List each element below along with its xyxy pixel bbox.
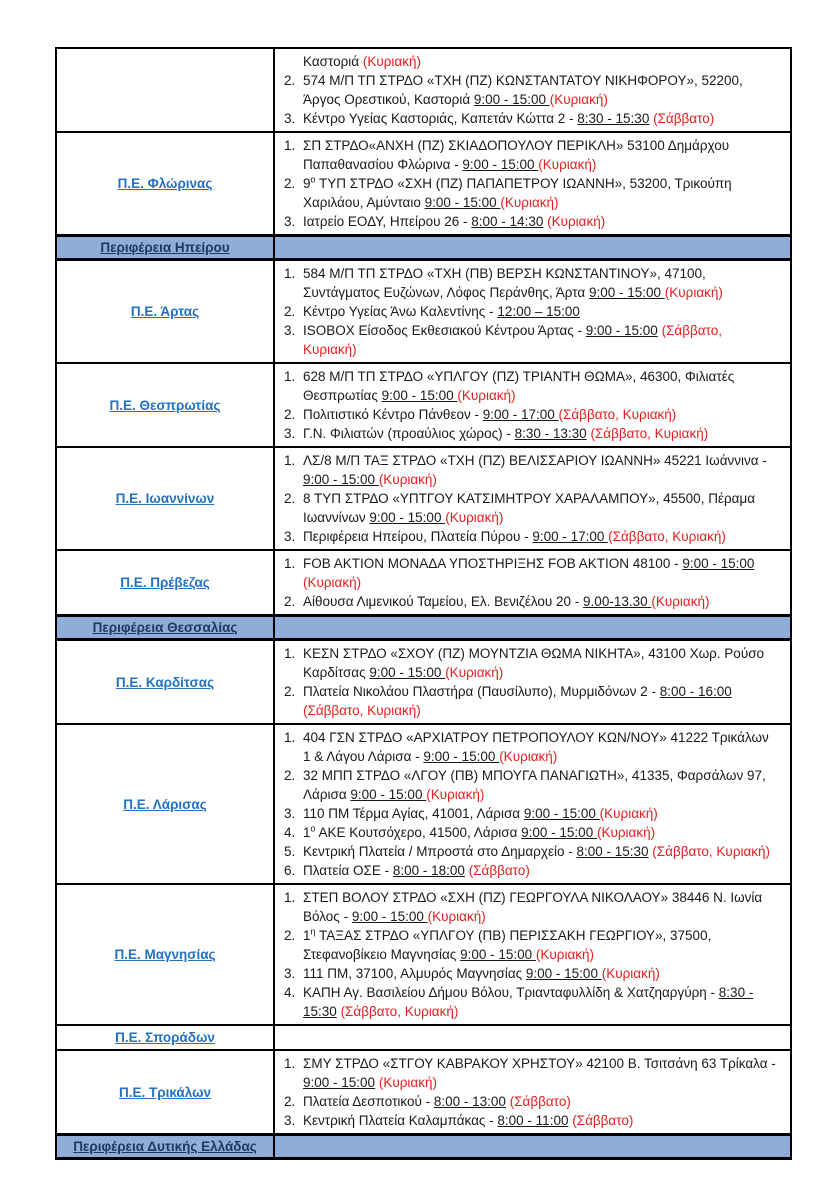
item-text [303,489,778,527]
unit-label-link[interactable]: Π.Ε. Φλώρινας [117,176,213,191]
time-range: 9:00 - 15:00 [682,556,755,571]
day-label: (Κυριακή) [535,947,595,962]
time-range: 9:00 - 15:00 [303,1075,376,1090]
item-text [303,926,778,964]
locations-cell [274,48,791,132]
unit-row [56,724,791,884]
schedule-item [284,71,778,109]
item-number: 1. [284,730,296,745]
item-number: 2. [284,928,296,943]
region-header-label[interactable]: Περιφέρεια Δυτικής Ελλάδας [73,1139,257,1154]
item-text [303,861,778,880]
time-range: 8:00 - 16:00 [659,684,732,699]
item-text [303,554,778,592]
day-label: (Κυριακή) [664,285,723,300]
unit-label-cell [56,260,274,364]
item-number: 2. [284,1094,296,1109]
schedule-item [284,1054,778,1092]
text-segment: 584 Μ/Π ΤΠ ΣΤΡΔΟ «ΤΧΗ (ΠΒ) ΒΕΡΣΗ ΚΩΝΣΤΑΝΤΙΝΟΥ», 47100, Συντάγματος Ευζώνων, Λόφος Περάνθης, Άρτα [303,266,706,300]
day-label: (Κυριακή) [499,749,558,764]
item-text [303,804,778,823]
time-range: 9:00 - 15:00 [424,195,501,210]
text-segment: η [310,926,316,937]
day-label: (Κυριακή) [378,472,437,487]
schedule-item [284,302,778,321]
time-range: 8:00 - 14:30 [471,214,544,229]
time-range: 9:00 - 15:00 [523,806,600,821]
text-segment: 9 [303,176,311,191]
time-range: 8:00 - 13:00 [433,1094,506,1109]
region-header-cell [56,616,274,640]
unit-label-link[interactable]: Π.Ε. Άρτας [130,304,200,319]
time-range: 12:00 – 15:00 [497,304,580,319]
item-text [303,109,778,128]
text-segment: Ιατρείο ΕΟΔΥ, Ηπείρου 26 - [303,214,472,229]
day-label: (Σάββατο) [572,1113,634,1128]
schedule-item [284,861,778,880]
time-range: 9:00 - 17:00 [482,407,559,422]
text-segment: Περιφέρεια Ηπείρου, Πλατεία Πύρου - [303,529,533,544]
schedule-item [284,109,778,128]
unit-label-cell [56,1025,274,1050]
table-body [56,48,791,1159]
item-text [303,527,778,546]
text-segment: ΣΤΕΠ ΒΟΛΟΥ ΣΤΡΔΟ «ΣΧΗ (ΠΖ) ΓΕΩΡΓΟΥΛΑ ΝΙΚΟΛΑΟΥ» 38446 Ν. Ιωνία Βόλος - [303,890,763,924]
item-number [284,52,303,71]
schedule-item [284,926,778,964]
unit-label-link[interactable]: Π.Ε. Λάρισας [123,796,207,812]
schedule-item [284,136,778,174]
day-label: (Σάββατο, Κυριακή) [608,529,726,544]
schedule-item [284,728,778,766]
distribution-points-table [55,47,792,1160]
time-range: 8:00 - 18:00 [392,863,465,878]
locations-cell [274,550,791,616]
unit-label-link[interactable]: Π.Ε. Ιωαννίνων [115,491,215,506]
item-number: 1. [284,453,296,468]
text-segment: 1 [303,928,311,943]
item-number: 4. [284,985,296,1000]
item-number: 3. [284,426,296,441]
item-number: 1. [284,369,296,384]
item-number: 2. [284,407,296,422]
locations-cell [274,260,791,364]
schedule-item [284,405,778,424]
day-label: (Κυριακή) [596,825,656,840]
day-label: (Κυριακή) [445,665,504,680]
item-number: 2. [284,73,296,88]
schedule-item [284,264,778,302]
day-label: (Κυριακή) [538,157,597,172]
schedule-item [284,527,778,546]
schedule-item [284,766,778,804]
text-segment: Πλατεία Νικολάου Πλαστήρα (Παυσίλυπο), Μυρμιδόνων 2 - [303,684,660,699]
item-number: 2. [284,684,296,699]
text-segment: ISOBOX Είσοδος Εκθεσιακού Κέντρου Άρτας - [303,323,586,338]
schedule-item [284,888,778,926]
item-text [303,136,778,174]
item-text [303,1092,778,1111]
schedule-item [284,52,778,71]
locations-cell [274,724,791,884]
time-range: 9:00 - 15:00 [381,388,458,403]
day-label: (Σάββατο, Κυριακή) [652,844,771,859]
time-range: 9:00 - 15:00 [350,787,427,802]
unit-label-link[interactable]: Π.Ε. Πρέβεζας [120,575,210,590]
unit-row [56,447,791,550]
region-header-spacer [274,616,791,640]
item-number: 1. [284,138,296,153]
text-segment: Κέντρο Υγείας Άνω Καλεντίνης - [303,304,498,319]
region-header-cell [56,236,274,260]
day-label: (Κυριακή) [549,92,608,107]
item-text [303,52,778,71]
item-number: 1. [284,266,296,281]
day-label: (Σάββατο) [509,1094,571,1109]
text-segment: 628 Μ/Π ΤΠ ΣΤΡΔΟ «ΥΠΛΓΟΥ (ΠΖ) ΤΡΙΑΝΤΗ ΘΩΜΑ», 46300, Φιλιατές Θεσπρωτίας [303,369,735,403]
unit-label-link[interactable]: Π.Ε. Τρικάλων [119,1084,211,1100]
schedule-item [284,823,778,842]
day-label: (Κυριακή) [599,806,658,821]
day-label: (Σάββατο, Κυριακή) [340,1004,459,1019]
item-text [303,592,778,611]
locations-cell [274,363,791,447]
item-text [303,405,778,424]
unit-row [56,550,791,616]
time-range: 8:00 - 15:30 [576,844,649,859]
item-text [303,71,778,109]
day-label: (Κυριακή) [427,909,486,924]
item-number: 1. [284,890,296,905]
item-number: 3. [284,806,296,821]
unit-row [56,1025,791,1050]
item-number: 2. [284,304,296,319]
text-segment: Καστοριά [303,54,363,69]
schedule-item [284,489,778,527]
region-header-row [56,236,791,260]
region-header-spacer [274,1135,791,1159]
time-range: 9:00 - 15:00 [369,510,446,525]
time-range: 9:00 - 15:00 [351,909,428,924]
time-range: 9:00 - 15:00 [369,665,446,680]
day-label: (Κυριακή) [378,1075,437,1090]
item-number: 3. [284,323,296,338]
unit-row [56,132,791,236]
item-number: 6. [284,863,296,878]
text-segment: Κεντρική Πλατεία / Μπροστά στο Δημαρχείο - [303,844,577,859]
schedule-item [284,321,778,359]
item-number: 1. [284,646,296,661]
day-label: (Σάββατο, Κυριακή) [590,426,709,441]
item-number: 2. [284,176,296,191]
region-header-label[interactable]: Περιφέρεια Ηπείρου [100,240,230,255]
locations-cell [274,447,791,550]
text-segment: ΤΥΠ ΣΤΡΔΟ «ΣΧΗ (ΠΖ) ΠΑΠΑΠΕΤΡΟΥ ΙΩΑΝΝΗ», 53200, Τρικούπη Χαριλάου, Αμύνταιο [303,176,732,210]
item-text [303,766,778,804]
item-number: 3. [284,214,296,229]
time-range: 9:00 - 15:00 [473,92,550,107]
item-text [303,842,778,861]
region-header-row [56,1135,791,1159]
unit-row [56,1050,791,1135]
unit-label-cell [56,132,274,236]
unit-label-cell [56,1050,274,1135]
item-number: 3. [284,111,296,126]
item-text [303,644,778,682]
item-number: 2. [284,768,296,783]
schedule-item [284,554,778,592]
time-range: 9:00 - 15:00 [521,825,597,840]
schedule-item [284,592,778,611]
time-range: 9:00 - 15:00 [423,749,500,764]
item-number: 5. [284,844,296,859]
day-label: (Κυριακή) [445,510,504,525]
item-number: 2. [284,594,296,609]
item-text [303,302,778,321]
text-segment: ΛΣ/8 Μ/Π ΤΑΞ ΣΤΡΔΟ «ΤΧΗ (ΠΖ) ΒΕΛΙΣΣΑΡΙΟΥ ΙΩΑΝΝΗ» 45221 Ιωάννινα - [303,453,767,468]
time-range: 9:00 - 15:00 [460,947,536,962]
item-text [303,964,778,983]
item-number: 2. [284,491,296,506]
time-range: 8:00 - 11:00 [497,1113,569,1128]
schedule-item [284,964,778,983]
region-header-label[interactable]: Περιφέρεια Θεσσαλίας [92,620,238,635]
text-segment: ΚΑΠΗ Αγ. Βασιλείου Δήμου Βόλου, Τριανταφυλλίδη & Χατζηαργύρη - [303,985,719,1000]
locations-cell [274,884,791,1025]
time-range: 8:30 - 15:30 [577,111,650,126]
region-header-cell [56,1135,274,1159]
item-text [303,888,778,926]
item-number: 3. [284,529,296,544]
unit-label-link[interactable]: Π.Ε. Σποράδων [115,1030,215,1045]
unit-row [56,260,791,364]
text-segment: FOB AKTION ΜΟΝΑΔΑ ΥΠΟΣΤΗΡΙΞΗΣ FOB AKTION 48100 - [303,556,683,571]
unit-label-cell [56,48,274,132]
text-segment: Πλατεία ΟΣΕ - [303,863,393,878]
schedule-item [284,644,778,682]
item-text [303,1054,778,1092]
unit-label-cell [56,884,274,1025]
unit-row [56,48,791,132]
time-range: 9:00 - 17:00 [532,529,609,544]
text-segment: Αίθουσα Λιμενικού Ταμείου, Ελ. Βενιζέλου 20 - [303,594,584,609]
text-segment: 1 [303,825,311,840]
locations-cell [274,1025,791,1050]
item-text [303,823,778,842]
time-range: 9:00 - 15:00 [462,157,539,172]
schedule-item [284,842,778,861]
text-segment: 8 ΤΥΠ ΣΤΡΔΟ «ΥΠΤΓΟΥ ΚΑΤΣΙΜΗΤΡΟΥ ΧΑΡΑΛΑΜΠΟΥ», 45500, Πέραμα Ιωαννίνων [303,491,756,525]
unit-label-cell [56,550,274,616]
schedule-item [284,367,778,405]
day-label: (Κυριακή) [362,54,421,69]
item-text [303,321,778,359]
time-range: 9:00 - 15:00 [303,472,379,487]
item-text [303,264,778,302]
text-segment: Πολιτιστικό Κέντρο Πάνθεον - [303,407,483,422]
schedule-item [284,1111,778,1130]
day-label: (Σάββατο, Κυριακή) [303,323,722,357]
unit-label-cell [56,363,274,447]
text-segment: 574 Μ/Π ΤΠ ΣΤΡΔΟ «ΤΧΗ (ΠΖ) ΚΩΝΣΤΑΝΤΑΤΟΥ ΝΙΚΗΦΟΡΟΥ», 52200, Άργος Ορεστικού, Καστοριά [303,73,743,107]
locations-cell [274,1050,791,1135]
text-segment: ο [310,823,316,834]
schedule-item [284,451,778,489]
day-label: (Κυριακή) [426,787,485,802]
day-label: (Σάββατο, Κυριακή) [558,407,677,422]
item-text [303,682,778,720]
schedule-item [284,804,778,823]
time-range: 9.00-13.30 [583,594,652,609]
text-segment: ο [310,174,316,185]
region-header-row [56,616,791,640]
schedule-item [284,212,778,231]
unit-label-cell [56,724,274,884]
item-number: 3. [284,1113,296,1128]
unit-label-cell [56,640,274,725]
text-segment: 110 ΠΜ Τέρμα Αγίας, 41001, Λάρισα [303,806,524,821]
text-segment: Κεντρική Πλατεία Καλαμπάκας - [303,1113,498,1128]
day-label: (Σάββατο) [468,863,530,878]
unit-label-link[interactable]: Π.Ε. Καρδίτσας [115,674,215,690]
time-range: 8:30 - 15:30 [303,985,754,1019]
time-range: 9:00 - 15:00 [585,323,658,338]
text-segment: 32 ΜΠΠ ΣΤΡΔΟ «ΛΓΟΥ (ΠΒ) ΜΠΟΥΓΑ ΠΑΝΑΓΙΩΤΗ», 41335, Φαρσάλων 97, Λάρισα [303,768,766,802]
text-segment: 111 ΠΜ, 37100, Αλμυρός Μαγνησίας [303,966,526,981]
text-segment: Πλατεία Δεσποτικού - [303,1094,434,1109]
item-text [303,1111,778,1130]
day-label: (Κυριακή) [547,214,606,229]
item-text [303,212,778,231]
day-label: (Σάββατο) [653,111,715,126]
unit-label-cell [56,447,274,550]
schedule-item [284,983,778,1021]
item-number: 1. [284,556,296,571]
text-segment: ΣΜΥ ΣΤΡΔΟ «ΣΤΓΟΥ ΚΑΒΡΑΚΟΥ ΧΡΗΣΤΟΥ» 42100 Β. Τσιτσάνη 63 Τρίκαλα - [303,1056,776,1071]
item-number: 4. [284,825,296,840]
day-label: (Σάββατο, Κυριακή) [303,703,421,718]
region-header-spacer [274,236,791,260]
item-text [303,424,778,443]
item-text [303,174,778,212]
locations-cell [274,132,791,236]
locations-cell [274,640,791,725]
day-label: (Κυριακή) [500,195,559,210]
time-range: 9:00 - 15:00 [525,966,602,981]
unit-row [56,363,791,447]
item-text [303,728,778,766]
text-segment: ΣΠ ΣΤΡΔΟ«ΑΝΧΗ (ΠΖ) ΣΚΙΑΔΟΠΟΥΛΟΥ ΠΕΡΙΚΛΗ» 53100 Δημάρχου Παπαθανασίου Φλώρινα - [303,138,730,172]
day-label: (Κυριακή) [651,594,710,609]
day-label: (Κυριακή) [303,575,362,590]
text-segment: Κέντρο Υγείας Καστοριάς, Καπετάν Κώττα 2 - [303,111,578,126]
text-segment: Γ.Ν. Φιλιατών (προαύλιος χώρος) - [303,426,515,441]
text-segment: ΚΕΣΝ ΣΤΡΔΟ «ΣΧΟΥ (ΠΖ) ΜΟΥΝΤΖΙΑ ΘΩΜΑ ΝΙΚΗΤΑ», 43100 Χωρ. Ρούσο Καρδίτσας [303,646,765,680]
item-number: 3. [284,966,296,981]
day-label: (Κυριακή) [601,966,660,981]
unit-row [56,884,791,1025]
item-text [303,451,778,489]
item-text [303,983,778,1021]
unit-row [56,640,791,725]
time-range: 9:00 - 15:00 [588,285,665,300]
day-label: (Κυριακή) [457,388,516,403]
schedule-item [284,682,778,720]
unit-label-link[interactable]: Π.Ε. Θεσπρωτίας [109,397,221,413]
item-text [303,367,778,405]
item-number: 1. [284,1056,296,1071]
text-segment: ΑΚΕ Κουτσόχερο, 41500, Λάρισα [315,825,522,840]
time-range: 8:30 - 13:30 [514,426,587,441]
text-segment: 404 ΓΣΝ ΣΤΡΔΟ «ΑΡΧΙΑΤΡΟΥ ΠΕΤΡΟΠΟΥΛΟΥ ΚΩΝ/ΝΟΥ» 41222 Τρικάλων 1 & Λάγου Λάρισα - [303,730,769,764]
schedule-item [284,1092,778,1111]
text-segment: ΤΑΞΑΣ ΣΤΡΔΟ «ΥΠΛΓΟΥ (ΠΒ) ΠΕΡΙΣΣΑΚΗ ΓΕΩΡΓΙΟΥ», 37500, Στεφανοβίκειο Μαγνησίας [303,928,712,962]
schedule-item [284,424,778,443]
schedule-item [284,174,778,212]
unit-label-link[interactable]: Π.Ε. Μαγνησίας [114,947,216,962]
